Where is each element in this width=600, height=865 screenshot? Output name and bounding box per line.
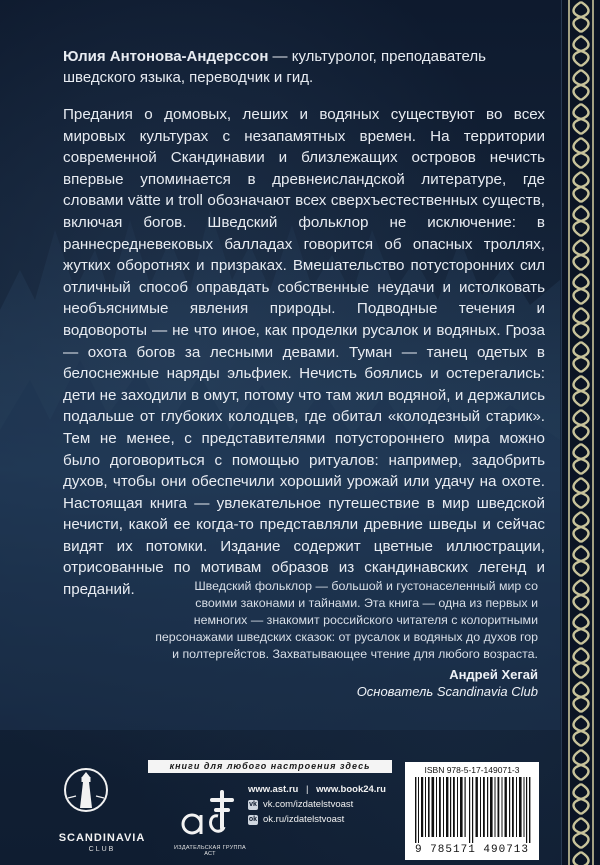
vk-icon: vk <box>249 800 257 808</box>
review-author: Андрей Хегай <box>449 667 538 682</box>
author-description: — культуролог, преподаватель шведского языка, переводчик и гид. <box>63 48 486 86</box>
ok-icon: ok <box>248 815 258 823</box>
link-ast[interactable]: www.ast.ru <box>248 784 299 795</box>
celtic-knot-pattern <box>566 0 596 865</box>
author-bio <box>63 46 545 88</box>
isbn-label: ISBN 978-5-17-149071-3 <box>424 765 520 775</box>
website-links <box>248 782 403 797</box>
publisher-label: ИЗДАТЕЛЬСКАЯ ГРУППА АСТ <box>173 845 246 857</box>
scandinavia-club-sub: CLUB <box>88 846 116 853</box>
barcode-bars <box>413 777 531 843</box>
link-book24[interactable]: www.book24.ru <box>316 784 386 795</box>
publisher-links <box>248 782 403 827</box>
isbn-number: 9 785171 490713 <box>414 844 530 856</box>
vk-link-row[interactable] <box>248 797 403 812</box>
link-ok[interactable]: ok.ru/izdatelstvoast <box>263 814 345 825</box>
ok-link-row[interactable] <box>248 812 403 827</box>
book-description: Предания о домовых, леших и водяных существуют во всех мировых культурах с незапамятных времен. На территории современной Скандинавии и близлежащих островов нечисть впервые упоминается в древнеисландской литературе, где словами vätte и troll обозначают всех сверхъестественных существ, включая богов. Шведский фольклор не исключение: в раннесредневековых балладах говорится об опасных троллях, жутких оборотнях и призраках. Вмешательство потусторонних сил отличный способ оправдать собственные неудачи и истолковать необъяснимые явления природы. Подводные течения и водовороты — не что иное, как проделки русалок и водяных. Гроза — охота богов за лесными девами. Туман — танец одетых в белоснежные наряды эльфиек. Нечисть боялись и остерегались: дети не заходили в омут, потому что там жил водяной, и держались подальше от глубоких колодцев, где обитал «колодезный старик». Тем не менее, с представителями потустороннего мира можно было договориться с помощью ритуалов: например, задобрить духов, чтобы они обеспечили хороший урожай или удачу на охоте. Настоящая книга — увлекательное путешествие в мир шведской нечисти, какой ее когда-то представляли древние шведы и сейчас видят их потомки. Издание содержит цветные иллюстрации, отрисованные по мотивам образов из скандинавских легенд и преданий. <box>63 106 545 599</box>
link-vk[interactable]: vk.com/izdatelstvoast <box>263 799 354 810</box>
tagline-bar: книги для любого настроения здесь <box>148 760 392 773</box>
ornamental-border <box>561 0 600 865</box>
scandinavia-club-name: SCANDINAVIA <box>58 832 146 844</box>
review-author-role: Основатель Scandinavia Club <box>356 684 538 699</box>
isbn-barcode <box>405 762 539 860</box>
ast-logo <box>178 782 238 842</box>
author-name: Юлия Антонова-Андерссон <box>63 48 269 65</box>
review-quote: Шведский фольклор — большой и густонаселенный мир со своими законами и тайнами. Эта книга — одна из первых и немногих — знакомит российского читателя с колоритными персонажами шведских сказок: от русалок и водяных до духов гор и полтергейстов. Захватывающее чтение для любого возраста. <box>155 579 538 661</box>
link-separator: | <box>303 784 312 795</box>
